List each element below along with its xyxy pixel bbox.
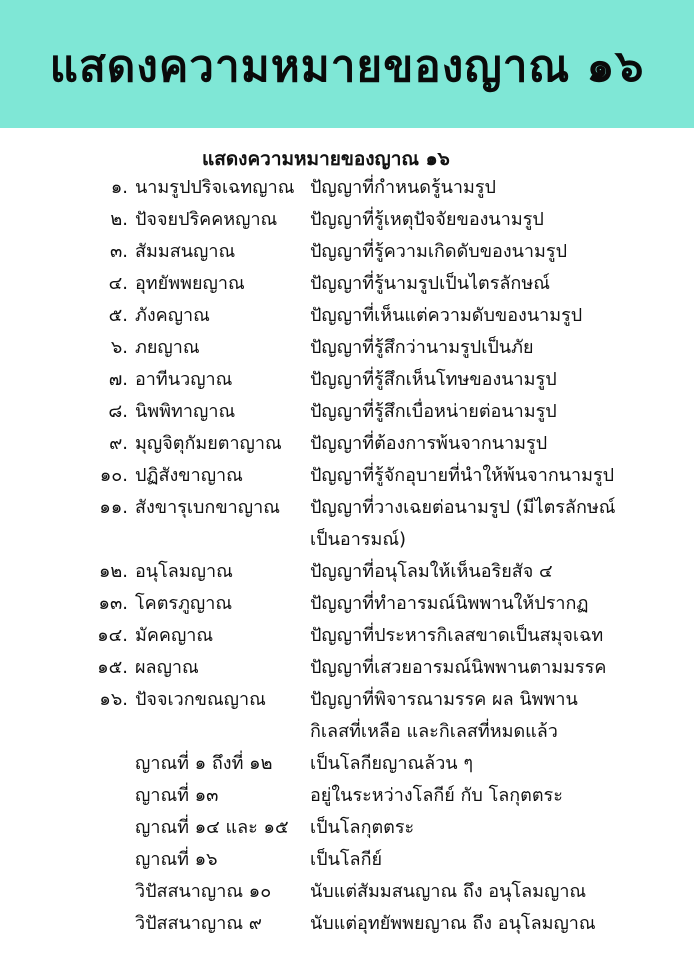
item-description: ปัญญาที่รู้เหตุปัจจัยของนามรูป xyxy=(310,209,544,230)
item-description: ปัญญาที่รู้สึกเบื่อหน่ายต่อนามรูป xyxy=(310,401,557,422)
title-banner xyxy=(0,0,694,128)
item-description: ปัญญาที่อนุโลมให้เห็นอริยสัจ ๔ xyxy=(310,561,553,582)
list-item xyxy=(0,172,694,204)
note-term: ญาณที่ ๑๔ และ ๑๕ xyxy=(135,817,289,838)
item-number: ๘. xyxy=(108,401,128,422)
item-number: ๙. xyxy=(109,433,128,454)
list-item-continuation xyxy=(0,716,694,748)
list-item xyxy=(0,492,694,524)
item-description: ปัญญาที่เห็นแต่ความดับของนามรูป xyxy=(310,305,583,326)
note-description: เป็นโลกุตตระ xyxy=(310,817,415,838)
note-description: นับแต่อุทยัพพยญาณ ถึง อนุโลมญาณ xyxy=(310,913,596,934)
item-term: ภยญาณ xyxy=(135,337,200,358)
item-number: ๒. xyxy=(110,209,128,230)
note-row xyxy=(0,844,694,876)
item-term: ภังคญาณ xyxy=(135,305,210,326)
item-number: ๑๐. xyxy=(99,465,128,486)
note-row xyxy=(0,748,694,780)
item-description: ปัญญาที่ทำอารมณ์นิพพานให้ปรากฏ xyxy=(310,593,589,614)
list-item xyxy=(0,428,694,460)
note-row xyxy=(0,780,694,812)
item-number: ๗. xyxy=(108,369,128,390)
list-item xyxy=(0,236,694,268)
item-term: มุญจิตุกัมยตาญาณ xyxy=(135,433,282,454)
item-description: ปัญญาที่รู้สึกว่านามรูปเป็นภัย xyxy=(310,337,534,358)
item-description: ปัญญาที่รู้จักอุบายที่นำให้พ้นจากนามรูป xyxy=(310,465,615,486)
item-term: ผลญาณ xyxy=(135,657,199,678)
item-number: ๑๑. xyxy=(99,497,128,518)
item-term: อุทยัพพยญาณ xyxy=(135,273,245,294)
item-number: ๕. xyxy=(108,305,128,326)
item-term: นิพพิทาญาณ xyxy=(135,401,236,422)
item-number: ๔. xyxy=(108,273,128,294)
item-term: สัมมสนญาณ xyxy=(135,241,236,262)
item-number: ๑๔. xyxy=(97,625,128,646)
list-item-continuation xyxy=(0,524,694,556)
item-number: ๑. xyxy=(110,177,128,198)
item-description: ปัญญาที่ประหารกิเลสขาดเป็นสมุจเฉท xyxy=(310,625,604,646)
item-term: สังขารุเบกขาญาณ xyxy=(135,497,280,518)
list-item xyxy=(0,620,694,652)
note-row xyxy=(0,876,694,908)
item-description: ปัญญาที่วางเฉยต่อนามรูป (มีไตรลักษณ์ xyxy=(310,497,616,518)
list-item xyxy=(0,396,694,428)
item-description-continued: กิเลสที่เหลือ และกิเลสที่หมดแล้ว xyxy=(310,721,558,742)
banner-title: แสดงความหมายของญาณ ๑๖ xyxy=(49,41,645,92)
item-term: ปัจจเวกขณญาณ xyxy=(135,689,266,710)
item-description: ปัญญาที่พิจารณามรรค ผล นิพพาน xyxy=(310,689,578,710)
item-number: ๑๕. xyxy=(97,657,128,678)
note-description: อยู่ในระหว่างโลกีย์ กับ โลกุตตระ xyxy=(310,785,563,806)
item-number: ๓. xyxy=(109,241,128,262)
note-term: ญาณที่ ๑ ถึงที่ ๑๒ xyxy=(135,753,273,774)
list-item xyxy=(0,332,694,364)
note-description: นับแต่สัมมสนญาณ ถึง อนุโลมญาณ xyxy=(310,881,587,902)
document-sheet xyxy=(0,128,694,960)
item-description: ปัญญาที่รู้นามรูปเป็นไตรลักษณ์ xyxy=(310,273,550,294)
note-term: วิปัสสนาญาณ ๙ xyxy=(135,913,262,934)
item-description: ปัญญาที่รู้ความเกิดดับของนามรูป xyxy=(310,241,567,262)
item-term: อาทีนวญาณ xyxy=(135,369,233,390)
item-number: ๑๒. xyxy=(98,561,128,582)
note-term: ญาณที่ ๑๓ xyxy=(135,785,219,806)
item-description: ปัญญาที่ต้องการพ้นจากนามรูป xyxy=(310,433,548,454)
item-term: มัคคญาณ xyxy=(135,625,214,646)
note-term: วิปัสสนาญาณ ๑๐ xyxy=(135,881,272,902)
note-description: เป็นโลกียญาณล้วน ๆ xyxy=(310,753,474,774)
list-item xyxy=(0,460,694,492)
item-description-continued: เป็นอารมณ์) xyxy=(310,529,407,550)
item-term: ปฏิสังขาญาณ xyxy=(135,465,243,486)
item-term: นามรูปปริจเฉทญาณ xyxy=(135,177,295,198)
list-item xyxy=(0,652,694,684)
list-item xyxy=(0,364,694,396)
note-description: เป็นโลกีย์ xyxy=(310,849,383,870)
item-term: โคตรภูญาณ xyxy=(135,593,233,614)
item-term: ปัจจยปริคคหญาณ xyxy=(135,209,278,230)
list-item xyxy=(0,556,694,588)
note-term: ญาณที่ ๑๖ xyxy=(135,849,218,870)
document-subtitle: แสดงความหมายของญาณ ๑๖ xyxy=(202,148,450,170)
item-number: ๑๓. xyxy=(98,593,128,614)
item-number: ๑๖. xyxy=(99,689,128,710)
item-description: ปัญญาที่เสวยอารมณ์นิพพานตามมรรค xyxy=(310,657,607,678)
note-row xyxy=(0,908,694,940)
list-item xyxy=(0,588,694,620)
item-description: ปัญญาที่กำหนดรู้นามรูป xyxy=(310,177,496,198)
list-item xyxy=(0,268,694,300)
list-item xyxy=(0,300,694,332)
item-description: ปัญญาที่รู้สึกเห็นโทษของนามรูป xyxy=(310,369,557,390)
note-row xyxy=(0,812,694,844)
list-item xyxy=(0,684,694,716)
item-number: ๖. xyxy=(110,337,128,358)
item-term: อนุโลมญาณ xyxy=(135,561,233,582)
list-item xyxy=(0,204,694,236)
